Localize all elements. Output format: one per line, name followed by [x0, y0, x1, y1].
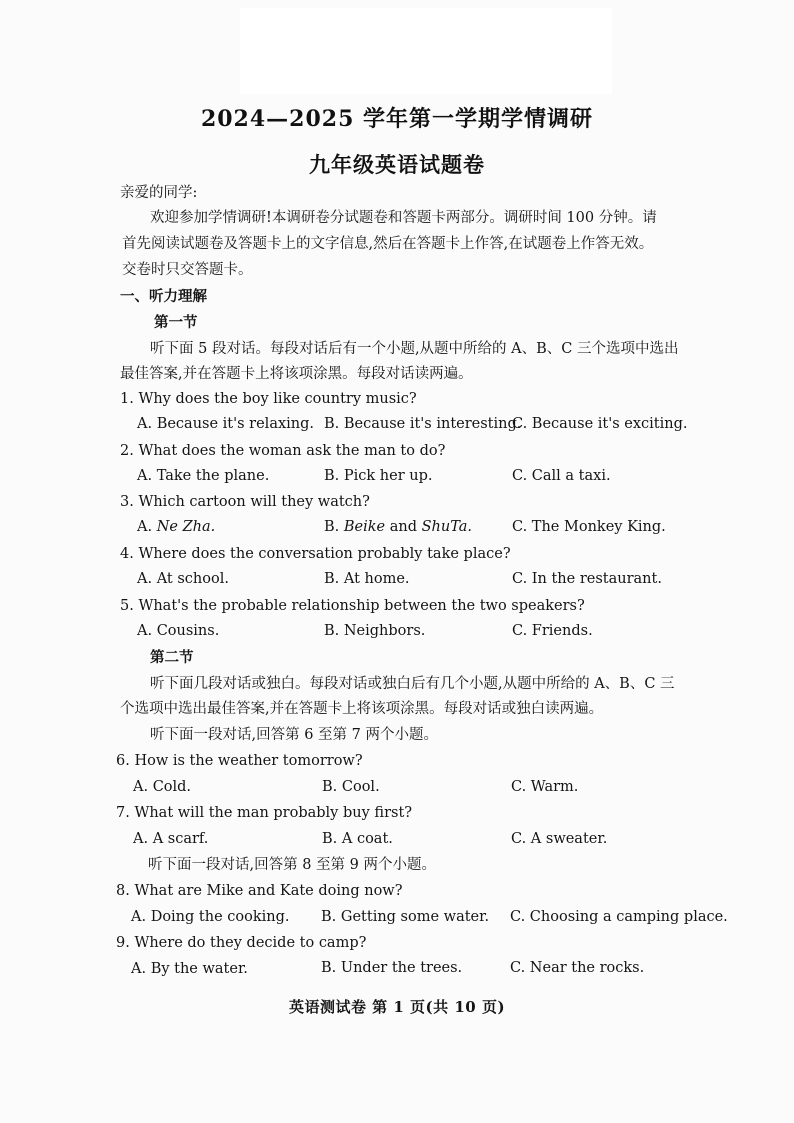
question-6: 6. How is the weather tomorrow?: [116, 753, 363, 769]
question-2: 2. What does the woman ask the man to do?: [120, 443, 446, 459]
part1-instruction-1: 听下面 5 段对话。每段对话后有一个小题,从题中所给的 A、B、C 三个选项中选出: [150, 341, 679, 357]
part2-sub-instruction-2: 听下面一段对话,回答第 8 至第 9 两个小题。: [148, 857, 436, 873]
greeting: 亲爱的同学:: [120, 185, 198, 201]
option-3a-title: Ne Zha.: [156, 519, 216, 535]
question-3: 3. Which cartoon will they watch?: [120, 494, 370, 510]
question-8: 8. What are Mike and Kate doing now?: [116, 883, 403, 899]
option-2b: B. Pick her up.: [324, 468, 433, 484]
option-8a: A. Doing the cooking.: [131, 909, 290, 925]
option-2a: A. Take the plane.: [137, 468, 270, 484]
part2-sub-instruction-1: 听下面一段对话,回答第 6 至第 7 两个小题。: [150, 727, 438, 743]
option-3b-title-2: ShuTa.: [421, 519, 473, 535]
intro-line-1: 欢迎参加学情调研!本调研卷分试题卷和答题卡两部分。调研时间 100 分钟。请: [150, 210, 657, 226]
scan-blank-area: [240, 8, 612, 94]
option-1b: B. Because it's interesting.: [324, 416, 522, 432]
part2-heading: 第二节: [150, 649, 194, 666]
option-8b: B. Getting some water.: [321, 909, 490, 925]
option-7a: A. A scarf.: [133, 831, 209, 847]
option-3c: C. The Monkey King.: [512, 519, 666, 535]
option-5c: C. Friends.: [512, 623, 593, 639]
option-6a: A. Cold.: [133, 779, 192, 795]
section-heading: 一、听力理解: [120, 288, 207, 305]
option-3a: [137, 517, 215, 537]
question-5: 5. What's the probable relationship between the two speakers?: [120, 598, 585, 614]
page-subtitle: 九年级英语试题卷: [309, 152, 485, 177]
option-9b: B. Under the trees.: [321, 960, 463, 976]
option-4c: C. In the restaurant.: [512, 571, 662, 587]
part1-instruction-2: 最佳答案,并在答题卡上将该项涂黑。每段对话读两遍。: [120, 366, 473, 382]
option-4b: B. At home.: [324, 571, 410, 587]
option-6c: C. Warm.: [511, 779, 579, 795]
option-9c: C. Near the rocks.: [510, 960, 645, 976]
intro-line-3: 交卷时只交答题卡。: [122, 262, 253, 278]
option-7b: B. A coat.: [322, 831, 393, 847]
option-8c: C. Choosing a camping place.: [510, 909, 728, 925]
option-5b: B. Neighbors.: [324, 623, 426, 639]
part2-instruction-2: 个选项中选出最佳答案,并在答题卡上将该项涂黑。每段对话或独白读两遍。: [120, 701, 604, 717]
option-3b-and: and: [385, 519, 422, 535]
page-title: 2024—2025 学年第一学期学情调研: [200, 106, 594, 132]
option-3b-title-1: Beike: [343, 519, 386, 535]
option-3b-label: B.: [324, 519, 344, 535]
option-3a-label: A.: [137, 519, 157, 535]
option-1a: A. Because it's relaxing.: [137, 416, 315, 432]
option-4a: A. At school.: [137, 571, 229, 587]
intro-line-2: 首先阅读试题卷及答题卡上的文字信息,然后在答题卡上作答,在试题卷上作答无效。: [122, 236, 654, 252]
option-3b: [324, 517, 472, 537]
page-footer: 英语测试卷 第 1 页(共 10 页): [288, 998, 506, 1016]
option-7c: C. A sweater.: [511, 831, 608, 847]
question-7: 7. What will the man probably buy first?: [116, 805, 413, 821]
option-1c: C. Because it's exciting.: [512, 416, 688, 432]
option-9a: A. By the water.: [131, 961, 248, 977]
option-6b: B. Cool.: [322, 779, 380, 795]
part2-instruction-1: 听下面几段对话或独白。每段对话或独白后有几个小题,从题中所给的 A、B、C 三: [150, 676, 675, 692]
option-2c: C. Call a taxi.: [512, 468, 611, 484]
question-1: 1. Why does the boy like country music?: [120, 391, 417, 407]
question-9: 9. Where do they decide to camp?: [116, 935, 367, 951]
option-5a: A. Cousins.: [137, 623, 220, 639]
question-4: 4. Where does the conversation probably take place?: [120, 546, 511, 562]
part1-heading: 第一节: [154, 314, 198, 331]
